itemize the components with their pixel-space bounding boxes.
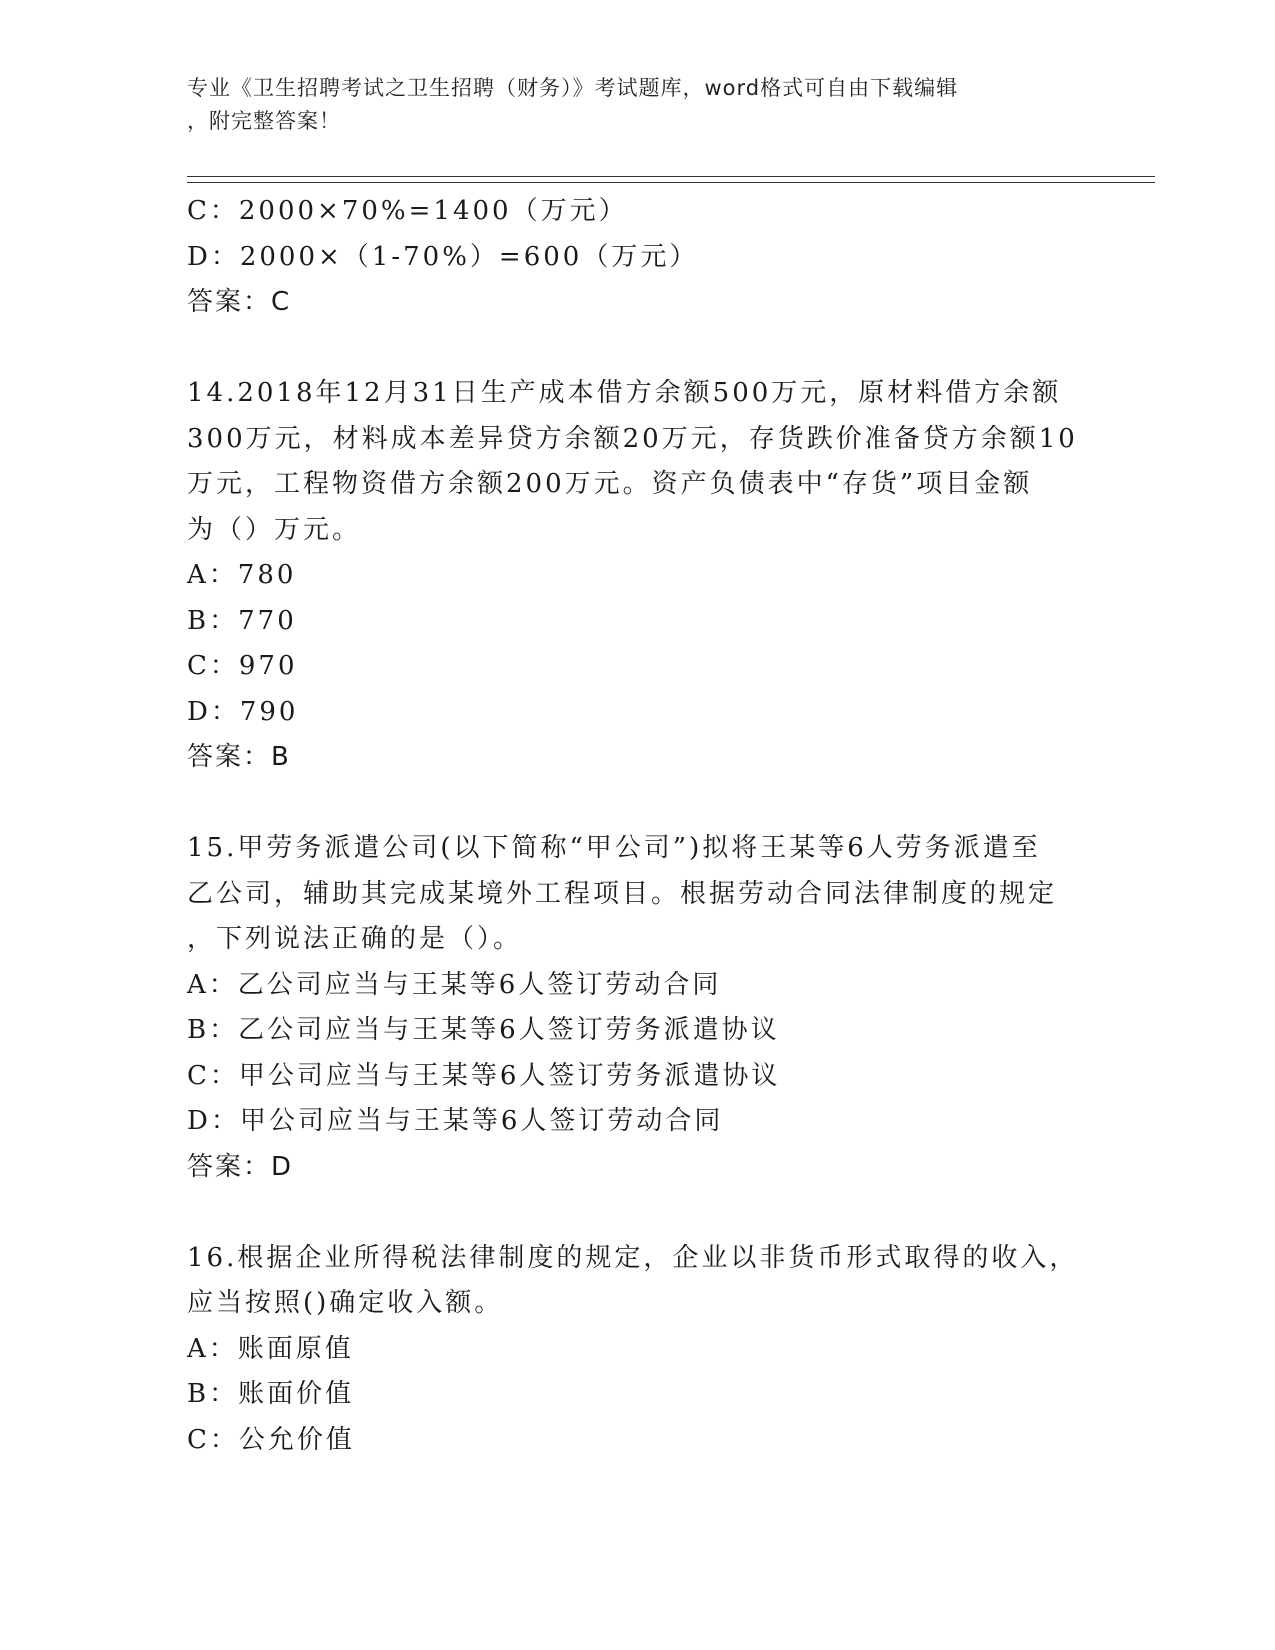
spacer [187, 1190, 1087, 1236]
option-d: D：甲公司应当与王某等6人签订劳动合同 [187, 1106, 724, 1136]
stem-line: 为（）万元。 [187, 514, 362, 545]
option-c: C：2000×70%=1400（万元） [187, 196, 628, 226]
question-13-tail [187, 189, 1087, 326]
option-d: D：2000×（1-70%）=600（万元） [187, 241, 699, 272]
option-c: C：970 [187, 651, 298, 681]
answer-line: 答案：C [187, 287, 292, 317]
option-a: A：账面原值 [187, 1333, 354, 1364]
question-16 [187, 1236, 1087, 1464]
spacer [187, 326, 1087, 372]
stem-line: 15.甲劳务派遣公司(以下简称“甲公司”)拟将王某等6人劳务派遣至 [187, 833, 1041, 863]
answer-line: 答案：D [187, 1151, 294, 1182]
option-b: B：账面价值 [187, 1379, 355, 1409]
document-header [187, 72, 1087, 138]
option-c: C：甲公司应当与王某等6人签订劳务派遣协议 [187, 1060, 781, 1091]
header-line-2: ，附完整答案！ [187, 109, 341, 133]
question-15 [187, 826, 1087, 1190]
stem-line: 300万元，材料成本差异贷方余额20万元，存货跌价准备贷方余额10 [187, 423, 1078, 454]
header-divider-top [187, 176, 1155, 177]
stem-line: 乙公司，辅助其完成某境外工程项目。根据劳动合同法律制度的规定 [187, 878, 1058, 909]
answer-line: 答案：B [187, 742, 291, 772]
stem-line: 14.2018年12月31日生产成本借方余额500万元，原材料借方余额 [187, 378, 1062, 408]
stem-line: 16.根据企业所得税法律制度的规定，企业以非货币形式取得的收入， [187, 1242, 1079, 1273]
header-line-1: 专业《卫生招聘考试之卫生招聘（财务）》考试题库，word格式可自由下载编辑 [187, 76, 959, 100]
spacer [187, 781, 1087, 827]
option-c: C：公允价值 [187, 1424, 355, 1455]
question-14 [187, 371, 1087, 781]
option-d: D：790 [187, 696, 299, 727]
stem-line: 应当按照()确定收入额。 [187, 1288, 504, 1318]
option-a: A：780 [187, 560, 297, 590]
option-a: A：乙公司应当与王某等6人签订劳动合同 [187, 969, 722, 1000]
option-b: B：乙公司应当与王某等6人签订劳务派遣协议 [187, 1015, 780, 1045]
question-stem [187, 371, 1087, 553]
question-stem [187, 826, 1087, 963]
option-b: B：770 [187, 605, 297, 636]
header-divider-bottom [187, 182, 1155, 183]
question-stem [187, 1236, 1087, 1327]
question-content [187, 189, 1087, 1463]
stem-line: 万元，工程物资借方余额200万元。资产负债表中“存货”项目金额 [187, 469, 1033, 499]
stem-line: ，下列说法正确的是（）。 [187, 924, 523, 954]
